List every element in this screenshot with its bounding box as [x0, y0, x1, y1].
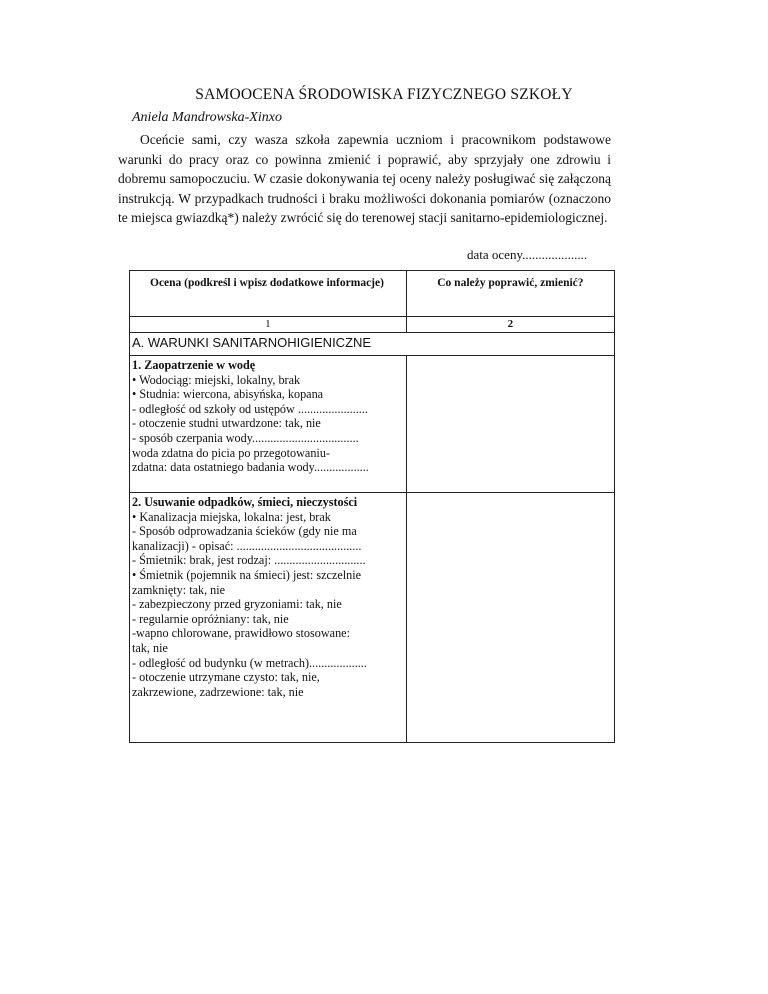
list-item: • Kanalizacja miejska, lokalna: jest, brak	[132, 509, 331, 524]
list-item: - otoczenie studni utwardzone: tak, nie	[132, 416, 321, 431]
waste-removal-cell[interactable]	[130, 493, 407, 743]
waste-removal-improvements-cell[interactable]	[406, 493, 614, 743]
list-item: zdatna: data ostatniego badania wody..................	[132, 460, 369, 475]
list-item: - regularnie opróżniany: tak, nie	[132, 611, 289, 626]
section-row	[130, 333, 615, 356]
intro-paragraph	[118, 130, 611, 228]
list-item: - Sposób odprowadzania ścieków (gdy nie ma	[132, 524, 357, 539]
table-row-water-supply	[130, 356, 615, 493]
list-item: woda zdatna do picia po przegotowaniu-	[132, 445, 330, 460]
list-item: - sposób czerpania wody...................................	[132, 430, 359, 445]
document-title: SAMOOCENA ŚRODOWISKA FIZYCZNEGO SZKOŁY	[195, 86, 573, 103]
list-item: • Wodociąg: miejski, lokalny, brak	[132, 372, 301, 387]
table-row-waste-removal	[130, 493, 615, 743]
item-heading: 2. Usuwanie odpadków, śmieci, nieczystości	[132, 495, 358, 509]
assessment-table	[129, 270, 615, 743]
list-item: • Studnia: wiercona, abisyńska, kopana	[132, 387, 324, 402]
list-item: • Śmietnik (pojemnik na śmieci) jest: szczelnie	[132, 567, 361, 582]
column-header-assessment: Ocena (podkreśl i wpisz dodatkowe informacje)	[130, 271, 407, 317]
column-header-improvements: Co należy poprawić, zmienić?	[406, 271, 614, 317]
water-supply-improvements-cell[interactable]	[406, 356, 614, 493]
section-heading-a: A. WARUNKI SANITARNOHIGIENICZNE	[130, 333, 615, 356]
list-item: zakrzewione, zadrzewione: tak, nie	[132, 684, 304, 699]
assessment-date-field[interactable]: data oceny....................	[467, 247, 588, 262]
water-supply-cell[interactable]	[130, 356, 407, 493]
list-item: tak, nie	[132, 640, 168, 655]
list-item: - odległość od budynku (w metrach)...................	[132, 655, 367, 670]
item-heading: 1. Zaopatrzenie w wodę	[132, 358, 256, 372]
list-item: - Śmietnik: brak, jest rodzaj: ..............................	[132, 553, 366, 568]
list-item: -wapno chlorowane, prawidłowo stosowane:	[132, 626, 350, 641]
list-item: - zabezpieczony przed gryzoniami: tak, nie	[132, 597, 342, 612]
column-number-row	[130, 317, 615, 333]
header-row	[130, 271, 615, 317]
intro-text: Oceńcie sami, czy wasza szkoła zapewnia uczniom i pracownikom podstawowe warunki do pracy oraz co powinna zmienić i poprawić, aby sprzyjały one zdrowiu i dobremu samopoczuciu. W czasie dokonywania tej oceny należy posługiwać się załączoną instrukcją. W przypadkach trudności i braku możliwości dokonania pomiarów (oznaczono te miejsca gwiazdką*) należy zwrócić się do terenowej stacji sanitarno-epidemiologicznej.	[118, 132, 611, 225]
column-number-2: 2	[406, 317, 614, 333]
author-name: Aniela Mandrowska-Xinxo	[132, 110, 282, 125]
list-item: - odległość od szkoły od ustępów .......................	[132, 401, 368, 416]
list-item: zamknięty: tak, nie	[132, 582, 226, 597]
list-item: - otoczenie utrzymane czysto: tak, nie,	[132, 670, 320, 685]
column-number-1: 1	[130, 317, 407, 333]
list-item: kanalizacji) - opisać: .........................................	[132, 538, 362, 553]
